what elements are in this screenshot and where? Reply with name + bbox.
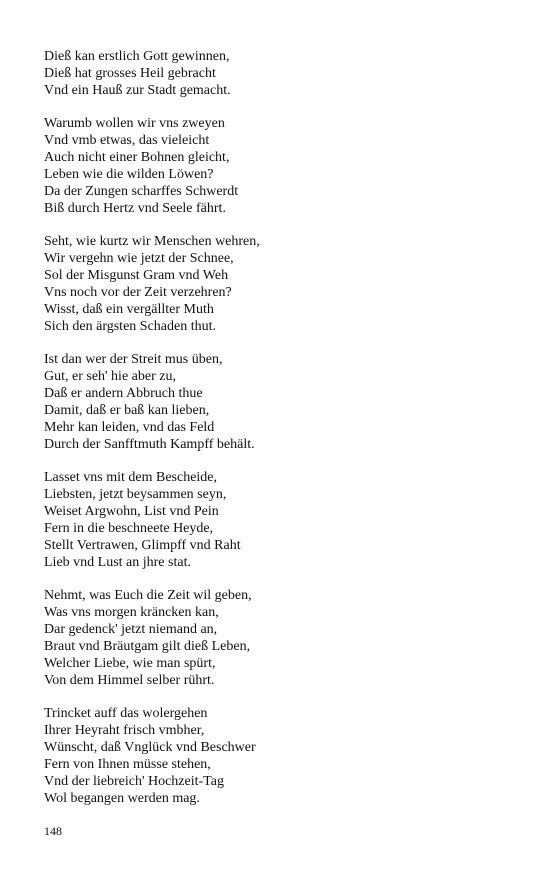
verse-line: Welcher Liebe, wie man spürt, — [44, 656, 216, 671]
verse-line: Sol der Misgunst Gram vnd Weh — [44, 268, 229, 283]
verse-line: Lasset vns mit dem Bescheide, — [44, 470, 218, 485]
verse-line: Mehr kan leiden, vnd das Feld — [44, 420, 215, 435]
verse-line: Wisst, daß ein vergällter Muth — [44, 302, 214, 317]
verse-line: Lieb vnd Lust an jhre stat. — [44, 555, 191, 570]
verse-line: Weiset Argwohn, List vnd Pein — [44, 504, 219, 519]
verse-line: Vnd vmb etwas, das vieleicht — [44, 133, 210, 148]
verse-line: Auch nicht einer Bohnen gleicht, — [44, 150, 230, 165]
verse-line: Damit, daß er baß kan lieben, — [44, 403, 210, 418]
verse-line: Ihrer Heyraht frisch vmbher, — [44, 723, 205, 738]
stanza-2 — [44, 115, 514, 217]
stanza-5 — [44, 469, 514, 571]
verse-line: Fern in die beschneete Heyde, — [44, 521, 214, 536]
stanza-4 — [44, 351, 514, 453]
verse-line: Stellt Vertrawen, Glimpff vnd Raht — [44, 538, 241, 553]
verse-line: Fern von Ihnen müsse stehen, — [44, 757, 211, 772]
verse-line: Liebsten, jetzt beysammen seyn, — [44, 487, 227, 502]
verse-line: Sich den ärgsten Schaden thut. — [44, 319, 216, 334]
verse-line: Dar gedenck' jetzt niemand an, — [44, 622, 218, 637]
stanza-1 — [44, 48, 514, 99]
verse-line: Was vns morgen kräncken kan, — [44, 605, 219, 620]
verse-line: Biß durch Hertz vnd Seele fährt. — [44, 201, 226, 216]
verse-line: Warumb wollen wir vns zweyen — [44, 116, 225, 131]
verse-line: Vnd ein Hauß zur Stadt gemacht. — [44, 83, 231, 98]
verse-line: Durch der Sanfftmuth Kampff behält. — [44, 437, 255, 452]
verse-line: Wir vergehn wie jetzt der Schnee, — [44, 251, 234, 266]
verse-line: Vns noch vor der Zeit verzehren? — [44, 285, 232, 300]
verse-line: Trincket auff das wolergehen — [44, 706, 208, 721]
page-number: 148 — [44, 824, 62, 838]
verse-line: Braut vnd Bräutgam gilt dieß Leben, — [44, 639, 251, 654]
verse-line: Daß er andern Abbruch thue — [44, 386, 203, 401]
verse-line: Dieß kan erstlich Gott gewinnen, — [44, 49, 230, 64]
poem-text — [44, 48, 514, 823]
verse-line: Gut, er seh' hie aber zu, — [44, 369, 176, 384]
verse-line: Wünscht, daß Vnglück vnd Beschwer — [44, 740, 256, 755]
verse-line: Seht, wie kurtz wir Menschen wehren, — [44, 234, 260, 249]
verse-line: Dieß hat grosses Heil gebracht — [44, 66, 216, 81]
verse-line: Wol begangen werden mag. — [44, 791, 200, 806]
verse-line: Vnd der liebreich' Hochzeit-Tag — [44, 774, 224, 789]
verse-line: Nehmt, was Euch die Zeit wil geben, — [44, 588, 252, 603]
stanza-7 — [44, 705, 514, 807]
verse-line: Da der Zungen scharffes Schwerdt — [44, 184, 239, 199]
verse-line: Ist dan wer der Streit mus üben, — [44, 352, 223, 367]
stanza-3 — [44, 233, 514, 335]
verse-line: Von dem Himmel selber rührt. — [44, 673, 215, 688]
verse-line: Leben wie die wilden Löwen? — [44, 167, 214, 182]
stanza-6 — [44, 587, 514, 689]
